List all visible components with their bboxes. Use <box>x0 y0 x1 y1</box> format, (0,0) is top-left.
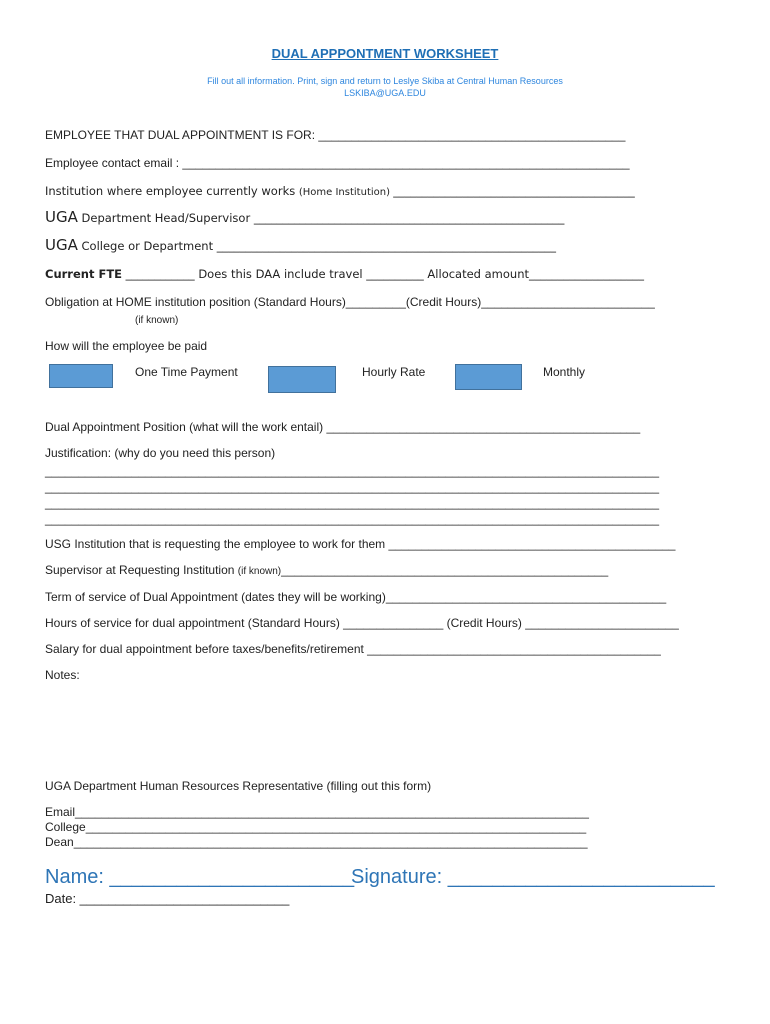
current-fte-label: Current FTE <box>45 267 123 281</box>
home-institution-line[interactable]: __________________________________________ <box>393 184 635 198</box>
supervisor-note: (if known) <box>237 566 282 577</box>
college-dept-label[interactable]: College or Department ___________________________________________________________ <box>77 239 557 253</box>
instructions-text: Fill out all information. Print, sign and return to Leslye Skiba at Central Human Resources <box>207 76 563 86</box>
justification-line-4[interactable]: ____________________________________________________________________________________________ <box>45 512 659 526</box>
college-dept-uga: UGA <box>45 236 78 254</box>
monthly-checkbox[interactable] <box>455 364 522 390</box>
contact-email-field[interactable]: Employee contact email : ___________________________________________________________________ <box>45 156 630 170</box>
hr-email-field[interactable]: Email_____________________________________________________________________________ <box>45 805 589 819</box>
fte-travel-field[interactable] <box>45 267 644 282</box>
supervisor-line[interactable]: _________________________________________________ <box>281 563 609 577</box>
supervisor-label: Supervisor at Requesting Institution <box>45 563 238 577</box>
salary-field[interactable]: Salary for dual appointment before taxes/benefits/retirement ____________________________________________ <box>45 642 661 656</box>
hr-college-field[interactable]: College___________________________________________________________________________ <box>45 820 587 834</box>
employee-for-field[interactable]: EMPLOYEE THAT DUAL APPOINTMENT IS FOR: ______________________________________________ <box>45 128 626 142</box>
dept-head-label[interactable]: Department Head/Supervisor ______________________________________________________ <box>77 211 565 225</box>
dept-head-uga: UGA <box>45 208 78 226</box>
name-field[interactable]: Name: ______________________ <box>45 866 355 888</box>
hr-rep-label: UGA Department Human Resources Representative (filling out this form) <box>45 779 432 793</box>
dept-head-field[interactable] <box>45 210 564 226</box>
justification-line-2[interactable]: ____________________________________________________________________________________________ <box>45 480 659 494</box>
date-field[interactable]: Date: _____________________________ <box>45 891 290 906</box>
hr-dean-field[interactable]: Dean_____________________________________________________________________________ <box>45 835 588 849</box>
one-time-payment-label: One Time Payment <box>135 365 238 379</box>
term-field[interactable]: Term of service of Dual Appointment (dates they will be working)__________________________________________ <box>45 590 667 604</box>
justification-line-3[interactable]: ____________________________________________________________________________________________ <box>45 496 659 510</box>
justification-label: Justification: (why do you need this person) <box>45 446 276 460</box>
home-institution-field[interactable] <box>45 184 635 200</box>
notes-label: Notes: <box>45 668 80 682</box>
one-time-payment-checkbox[interactable] <box>49 364 113 388</box>
fte-travel-line[interactable]: ____________ Does this DAA include travel __________ Allocated amount____________________ <box>122 267 645 281</box>
college-dept-field[interactable] <box>45 238 556 254</box>
justification-line-1[interactable]: ____________________________________________________________________________________________ <box>45 464 659 478</box>
paid-question: How will the employee be paid <box>45 339 208 353</box>
if-known-note: (if known) <box>135 315 179 326</box>
contact-email-text[interactable]: LSKIBA@UGA.EDU <box>344 88 426 98</box>
home-institution-label: Institution where employee currently works <box>45 184 299 198</box>
hourly-rate-label: Hourly Rate <box>362 365 426 379</box>
obligation-field[interactable]: Obligation at HOME institution position (Standard Hours)_________(Credit Hours)__________________________ <box>45 295 655 309</box>
page-title: DUAL APPPONTMENT WORKSHEET <box>271 46 499 61</box>
hours-field[interactable]: Hours of service for dual appointment (Standard Hours) _______________ (Credit Hours) _______________________ <box>45 616 679 630</box>
home-institution-note: (Home Institution) <box>298 187 394 198</box>
usg-institution-field[interactable]: USG Institution that is requesting the employee to work for them ___________________________________________ <box>45 537 676 551</box>
hourly-rate-checkbox[interactable] <box>268 366 336 393</box>
monthly-label: Monthly <box>543 365 586 379</box>
position-field[interactable]: Dual Appointment Position (what will the work entail) _______________________________________________ <box>45 420 641 434</box>
signature-field[interactable]: Signature: ________________________ <box>351 866 715 888</box>
supervisor-field[interactable] <box>45 563 608 579</box>
